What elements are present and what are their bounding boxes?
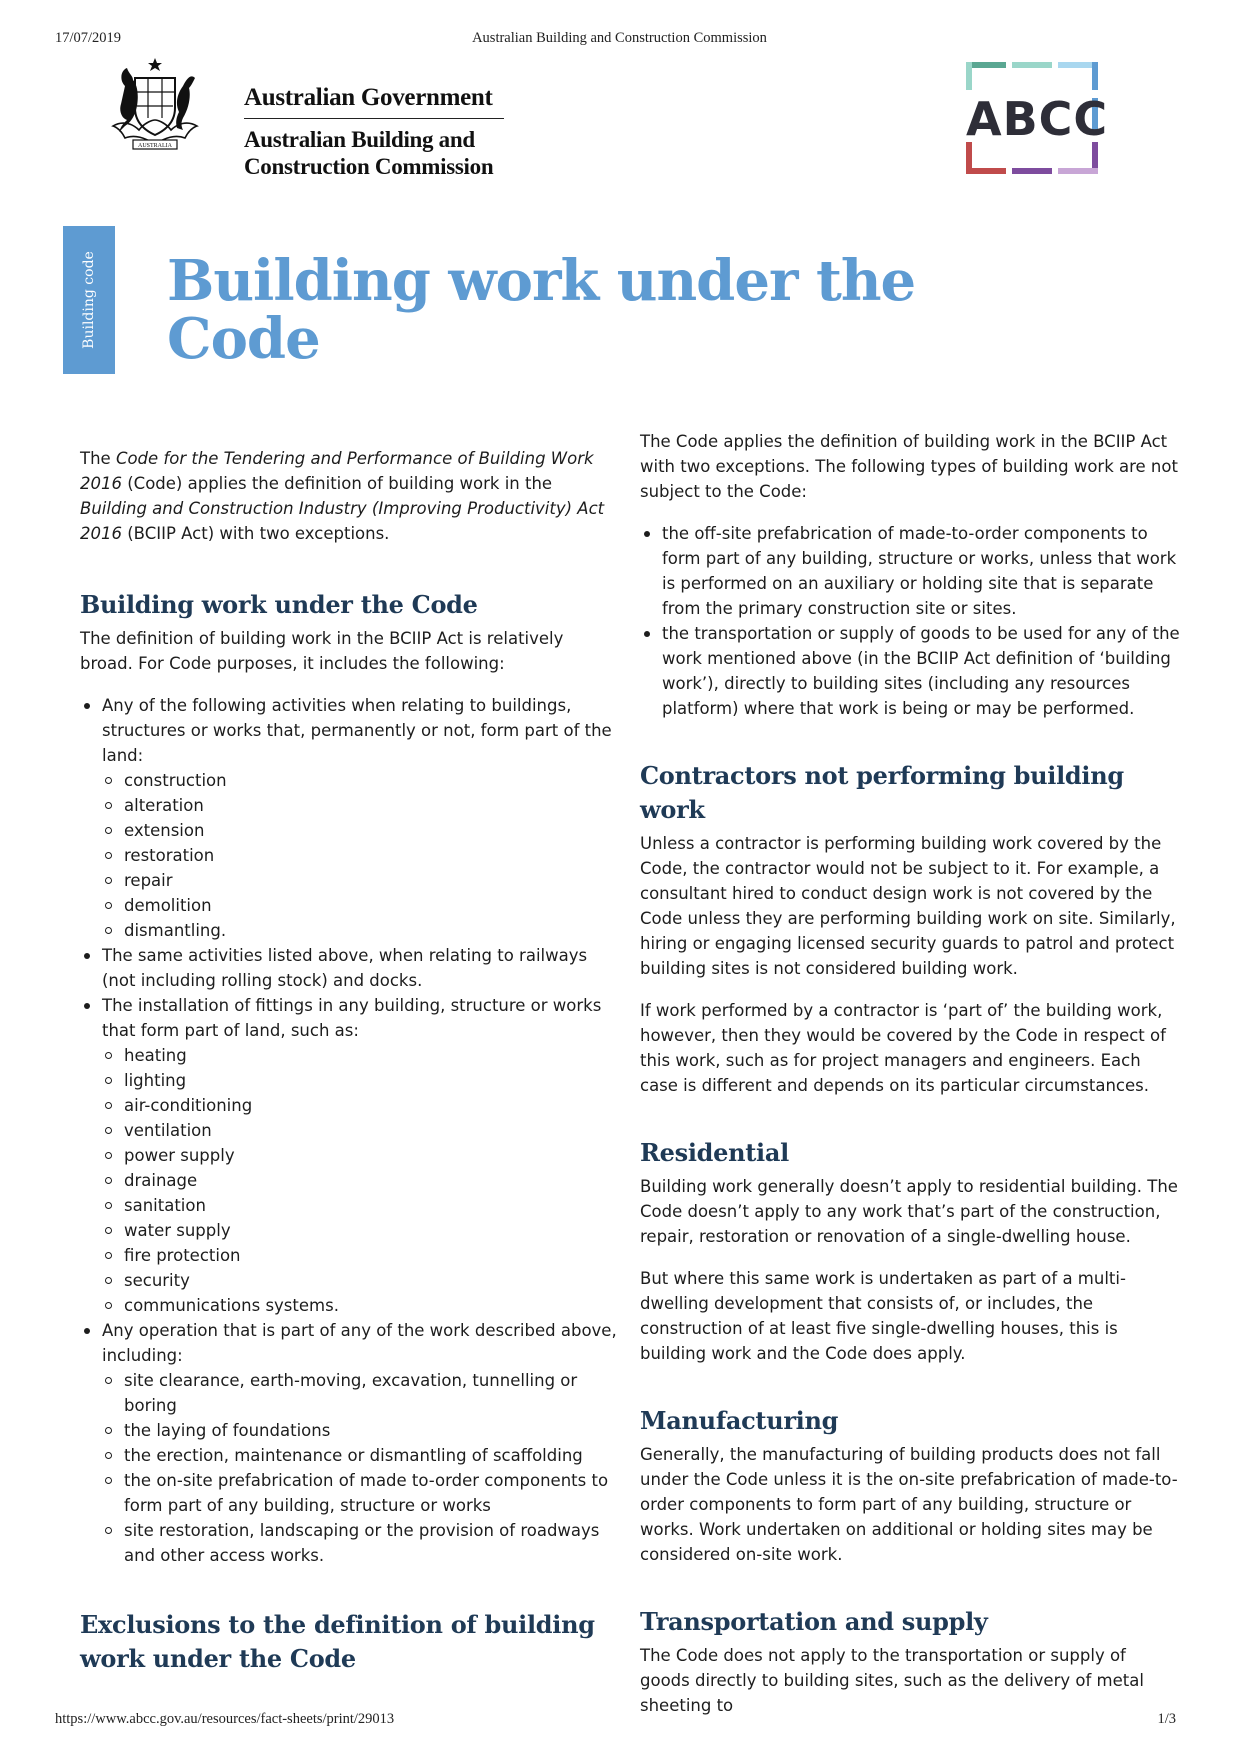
sub-list-item: the on-site prefabrication of made to-order components to form part of any building, structure or works [124,1468,620,1518]
section-tab [63,226,115,374]
section-tab-label: Building code [81,251,97,349]
sub-list-item: ventilation [124,1118,620,1143]
heading-transport: Transportation and supply [640,1607,988,1636]
residential-paragraph-2: But where this same work is undertaken as part of a multi-dwelling development that consists of, or includes, the construction of at least five single-dwelling houses, this is building work and the Code does apply. [640,1269,1126,1363]
print-date: 17/07/2019 [55,30,122,46]
heading-contractors: Contractors not performing building work [640,761,1124,824]
sub-list-item: lighting [124,1068,620,1093]
manufacturing-paragraph: Generally, the manufacturing of building products does not fall under the Code unless it is the on-site prefabrication of made-to-order components to form part of any building, structure or works. Work undertaken on additional or holding sites may be considered on-site work. [640,1445,1178,1564]
agency-line-2: Construction Commission [244,154,494,179]
exception-item: the off-site prefabrication of made-to-order components to form part of any building, structure or works, unless that work is performed on an auxiliary or holding site that is separate from the primary construction site or sites. [662,521,1180,621]
sub-list-item: the laying of foundations [124,1418,620,1443]
sub-list-item: site clearance, earth-moving, excavation, tunnelling or boring [124,1368,620,1418]
sub-list-item: power supply [124,1143,620,1168]
definition-paragraph: The definition of building work in the BCIIP Act is relatively broad. For Code purposes, it includes the following: [80,629,564,673]
government-name: Australian Government [244,82,504,119]
agency-name [244,126,504,180]
sub-list-item: water supply [124,1218,620,1243]
left-column [80,446,620,1680]
list-item [102,693,620,943]
transport-paragraph: The Code does not apply to the transportation or supply of goods directly to building sites, such as the delivery of metal sheeting to [640,1646,1144,1715]
sub-list [102,768,620,943]
sub-list-item: drainage [124,1168,620,1193]
sub-list-item: sanitation [124,1193,620,1218]
heading-building-work: Building work under the Code [80,590,478,619]
sub-list [102,1368,620,1568]
print-url: https://www.abcc.gov.au/resources/fact-sheets/print/29013 [55,1711,395,1727]
list-item-text: Any of the following activities when relating to buildings, structures or works that, permanently or not, form part of the land: [102,696,612,765]
contractors-paragraph-2: If work performed by a contractor is ‘part of’ the building work, however, then they would be covered by the Code in respect of this work, such as for project managers and engineers. Each case is different and depends on its particular circumstances. [640,1001,1166,1095]
sub-list-item: restoration [124,843,620,868]
sub-list-item: alteration [124,793,620,818]
sub-list-item: fire protection [124,1243,620,1268]
heading-residential: Residential [640,1138,789,1167]
list-item [102,1318,620,1568]
contractors-paragraph-1: Unless a contractor is performing building work covered by the Code, the contractor would not be subject to it. For example, a consultant hired to conduct design work is not covered by the Code unless they are performing building work on site. Similarly, hiring or engaging licensed security guards to patrol and protect building sites is not considered building work. [640,834,1176,978]
sub-list-item: heating [124,1043,620,1068]
exception-item: the transportation or supply of goods to be used for any of the work mentioned above (in the BCIIP Act definition of ‘building work’), directly to building sites (including any resources platform) where that work is being or may be performed. [662,621,1180,721]
sub-list-item: dismantling. [124,918,620,943]
sub-list-item: extension [124,818,620,843]
heading-exclusions: Exclusions to the definition of building work under the Code [80,1610,595,1673]
sub-list-item: security [124,1268,620,1293]
list-item-text: The same activities listed above, when relating to railways (not including rolling stock) and docks. [102,946,588,990]
sub-list [102,1043,620,1318]
sub-list-item: the erection, maintenance or dismantling of scaffolding [124,1443,620,1468]
coat-of-arms-icon [95,56,215,156]
sub-list-item: construction [124,768,620,793]
sub-list-item: communications systems. [124,1293,620,1318]
building-work-list [80,693,620,1568]
exceptions-paragraph: The Code applies the definition of building work in the BCIIP Act with two exceptions. The following types of building work are not subject to the Code: [640,432,1178,501]
abcc-logo-text: ABCC [966,92,1109,146]
sub-list-item: repair [124,868,620,893]
right-column [640,429,1180,1735]
residential-paragraph-1: Building work generally doesn’t apply to residential building. The Code doesn’t apply to any work that’s part of the construction, repair, restoration or renovation of a single-dwelling house. [640,1177,1178,1246]
abcc-logo [966,62,1114,178]
intro-paragraph: The Code for the Tendering and Performance of Building Work 2016 (Code) applies the definition of building work in the Building and Construction Industry (Improving Productivity) Act 2016 (BCIIP Act) with two exceptions. [80,449,605,543]
heading-manufacturing: Manufacturing [640,1406,839,1435]
sub-list-item: site restoration, landscaping or the provision of roadways and other access works. [124,1518,620,1568]
page-title: Building work under the Code [167,248,916,372]
sub-list-item: air-conditioning [124,1093,620,1118]
list-item [102,993,620,1318]
print-header-title: Australian Building and Construction Commission [472,30,767,46]
list-item-text: Any operation that is part of any of the work described above, including: [102,1321,617,1365]
list-item-text: The installation of fittings in any building, structure or works that form part of land, such as: [102,996,602,1040]
exceptions-list [640,521,1180,721]
agency-line-1: Australian Building and [244,127,475,152]
list-item [102,943,620,993]
print-page-number: 1/3 [1157,1711,1176,1727]
crest-scroll-text: AUSTRALIA [138,143,172,149]
government-branding [244,82,504,180]
sub-list-item: demolition [124,893,620,918]
